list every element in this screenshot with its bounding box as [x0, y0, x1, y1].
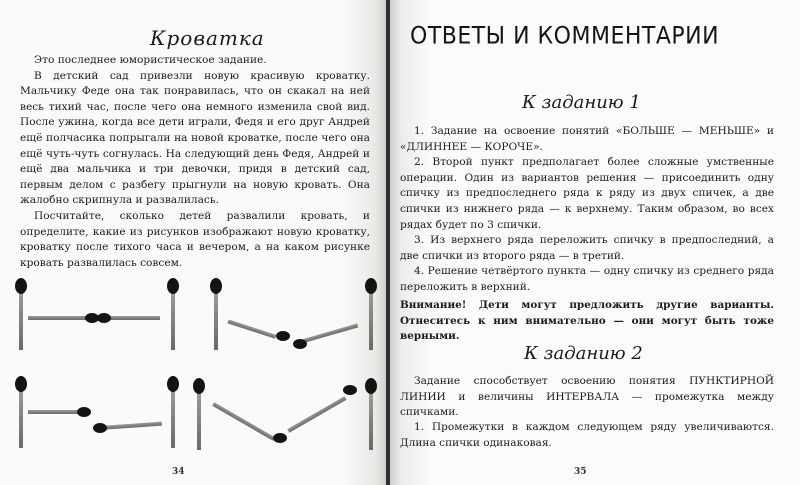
match-head — [276, 331, 290, 341]
page-number-right: 35 — [574, 467, 587, 477]
match-stick — [227, 319, 276, 338]
match-head — [167, 278, 179, 294]
paragraph: В детский сад привезли новую красивую кроватку. Мальчику Феде она так понравилась, что он скакал на ней весь тихий час, после чего она немного изменила свой вид. После ужина, когда все дети играли, Федя и его друг Андрей ещё полчасика попрыгали на новой кроватке, после чего она ещё чуть-чуть согнулась. На следующий день Федя, Андрей и ещё два мальчика и три девочки, придя в детский сад, первым делом с разбегу прыгнули на новую кровать. Она жалобно скрипнула и развалилась. — [20, 69, 370, 207]
bed-figure-after-nap — [210, 278, 377, 350]
match-head — [15, 278, 27, 294]
match-head — [193, 378, 205, 394]
match-stick — [212, 402, 275, 440]
match-head — [93, 423, 107, 433]
paragraph: 4. Решение четвёртого пункта — одну спичку из среднего ряда переложить в верхний. — [400, 265, 774, 293]
match-stick — [28, 410, 80, 414]
paragraph: 1. Задание на освоение понятий «БОЛЬШЕ — МЕНЬШЕ» и «ДЛИННЕЕ — КОРОЧЕ». — [400, 125, 774, 153]
left-page-text — [20, 53, 370, 271]
match-stick — [214, 292, 218, 350]
match-stick — [369, 392, 373, 450]
match-head — [273, 433, 287, 443]
bed-figure-collapsed — [193, 378, 377, 450]
match-stick — [171, 390, 175, 448]
left-page-title: Кроватка — [150, 26, 265, 50]
match-stick — [369, 292, 373, 350]
section-title-task-1: К заданию 1 — [522, 92, 641, 113]
paragraph: Задание способствует освоению понятия ПУНКТИРНОЙ ЛИНИИ и величины ИНТЕРВАЛА — промежутка между спичками. — [400, 375, 774, 419]
warning-note: Внимание! Дети могут предложить другие варианты. Отнеситесь к ним внимательно — они могут быть тоже верными. — [400, 299, 774, 343]
match-stick — [98, 422, 162, 430]
match-head — [343, 385, 357, 395]
task-2-intro — [400, 374, 774, 421]
match-stick — [299, 324, 358, 344]
paragraph: Посчитайте, сколько детей развалили кровать, и определите, какие из рисунков изображают новую кроватку, кроватку после тихого часа и вечером, а на каком рисунке кровать развалилась совсем. — [20, 209, 370, 269]
match-stick — [28, 316, 88, 320]
bed-figure-evening — [15, 376, 179, 448]
bed-figure-new — [15, 278, 179, 350]
section-title-task-2: К заданию 2 — [524, 343, 643, 364]
task-1-answers — [400, 124, 774, 296]
match-head — [15, 376, 27, 392]
match-head — [77, 407, 91, 417]
match-stick — [171, 292, 175, 350]
match-head — [365, 378, 377, 394]
task-2-answers — [400, 420, 774, 451]
match-stick — [19, 292, 23, 350]
match-head — [210, 278, 222, 294]
match-stick — [287, 396, 346, 432]
match-stick — [19, 390, 23, 448]
match-head — [365, 278, 377, 294]
paragraph: 1. Промежутки в каждом следующем ряду увеличиваются. Длина спички одинаковая. — [400, 421, 774, 449]
match-stick — [197, 392, 201, 450]
page-number-left: 34 — [172, 467, 185, 477]
paragraph: Это последнее юмористическое задание. — [34, 54, 267, 66]
match-head — [97, 313, 111, 323]
match-head — [293, 339, 307, 349]
answers-heading: ОТВЕТЫ И КОММЕНТАРИИ — [410, 22, 720, 51]
match-head — [85, 313, 99, 323]
match-head — [167, 376, 179, 392]
paragraph: 3. Из верхнего ряда переложить спичку в предпоследний, а две спички из второго ряда — в третий. — [400, 234, 774, 262]
bed-match-illustrations — [0, 270, 387, 460]
paragraph: 2. Второй пункт предполагает более сложные умственные операции. Один из вариантов решения — присоединить одну спичку из предпоследнего ряда к ряду из двух спичек, а две спички из нижнего ряда — к верхнему. Таким образом, во всех рядах будет по 3 спички. — [400, 156, 774, 231]
